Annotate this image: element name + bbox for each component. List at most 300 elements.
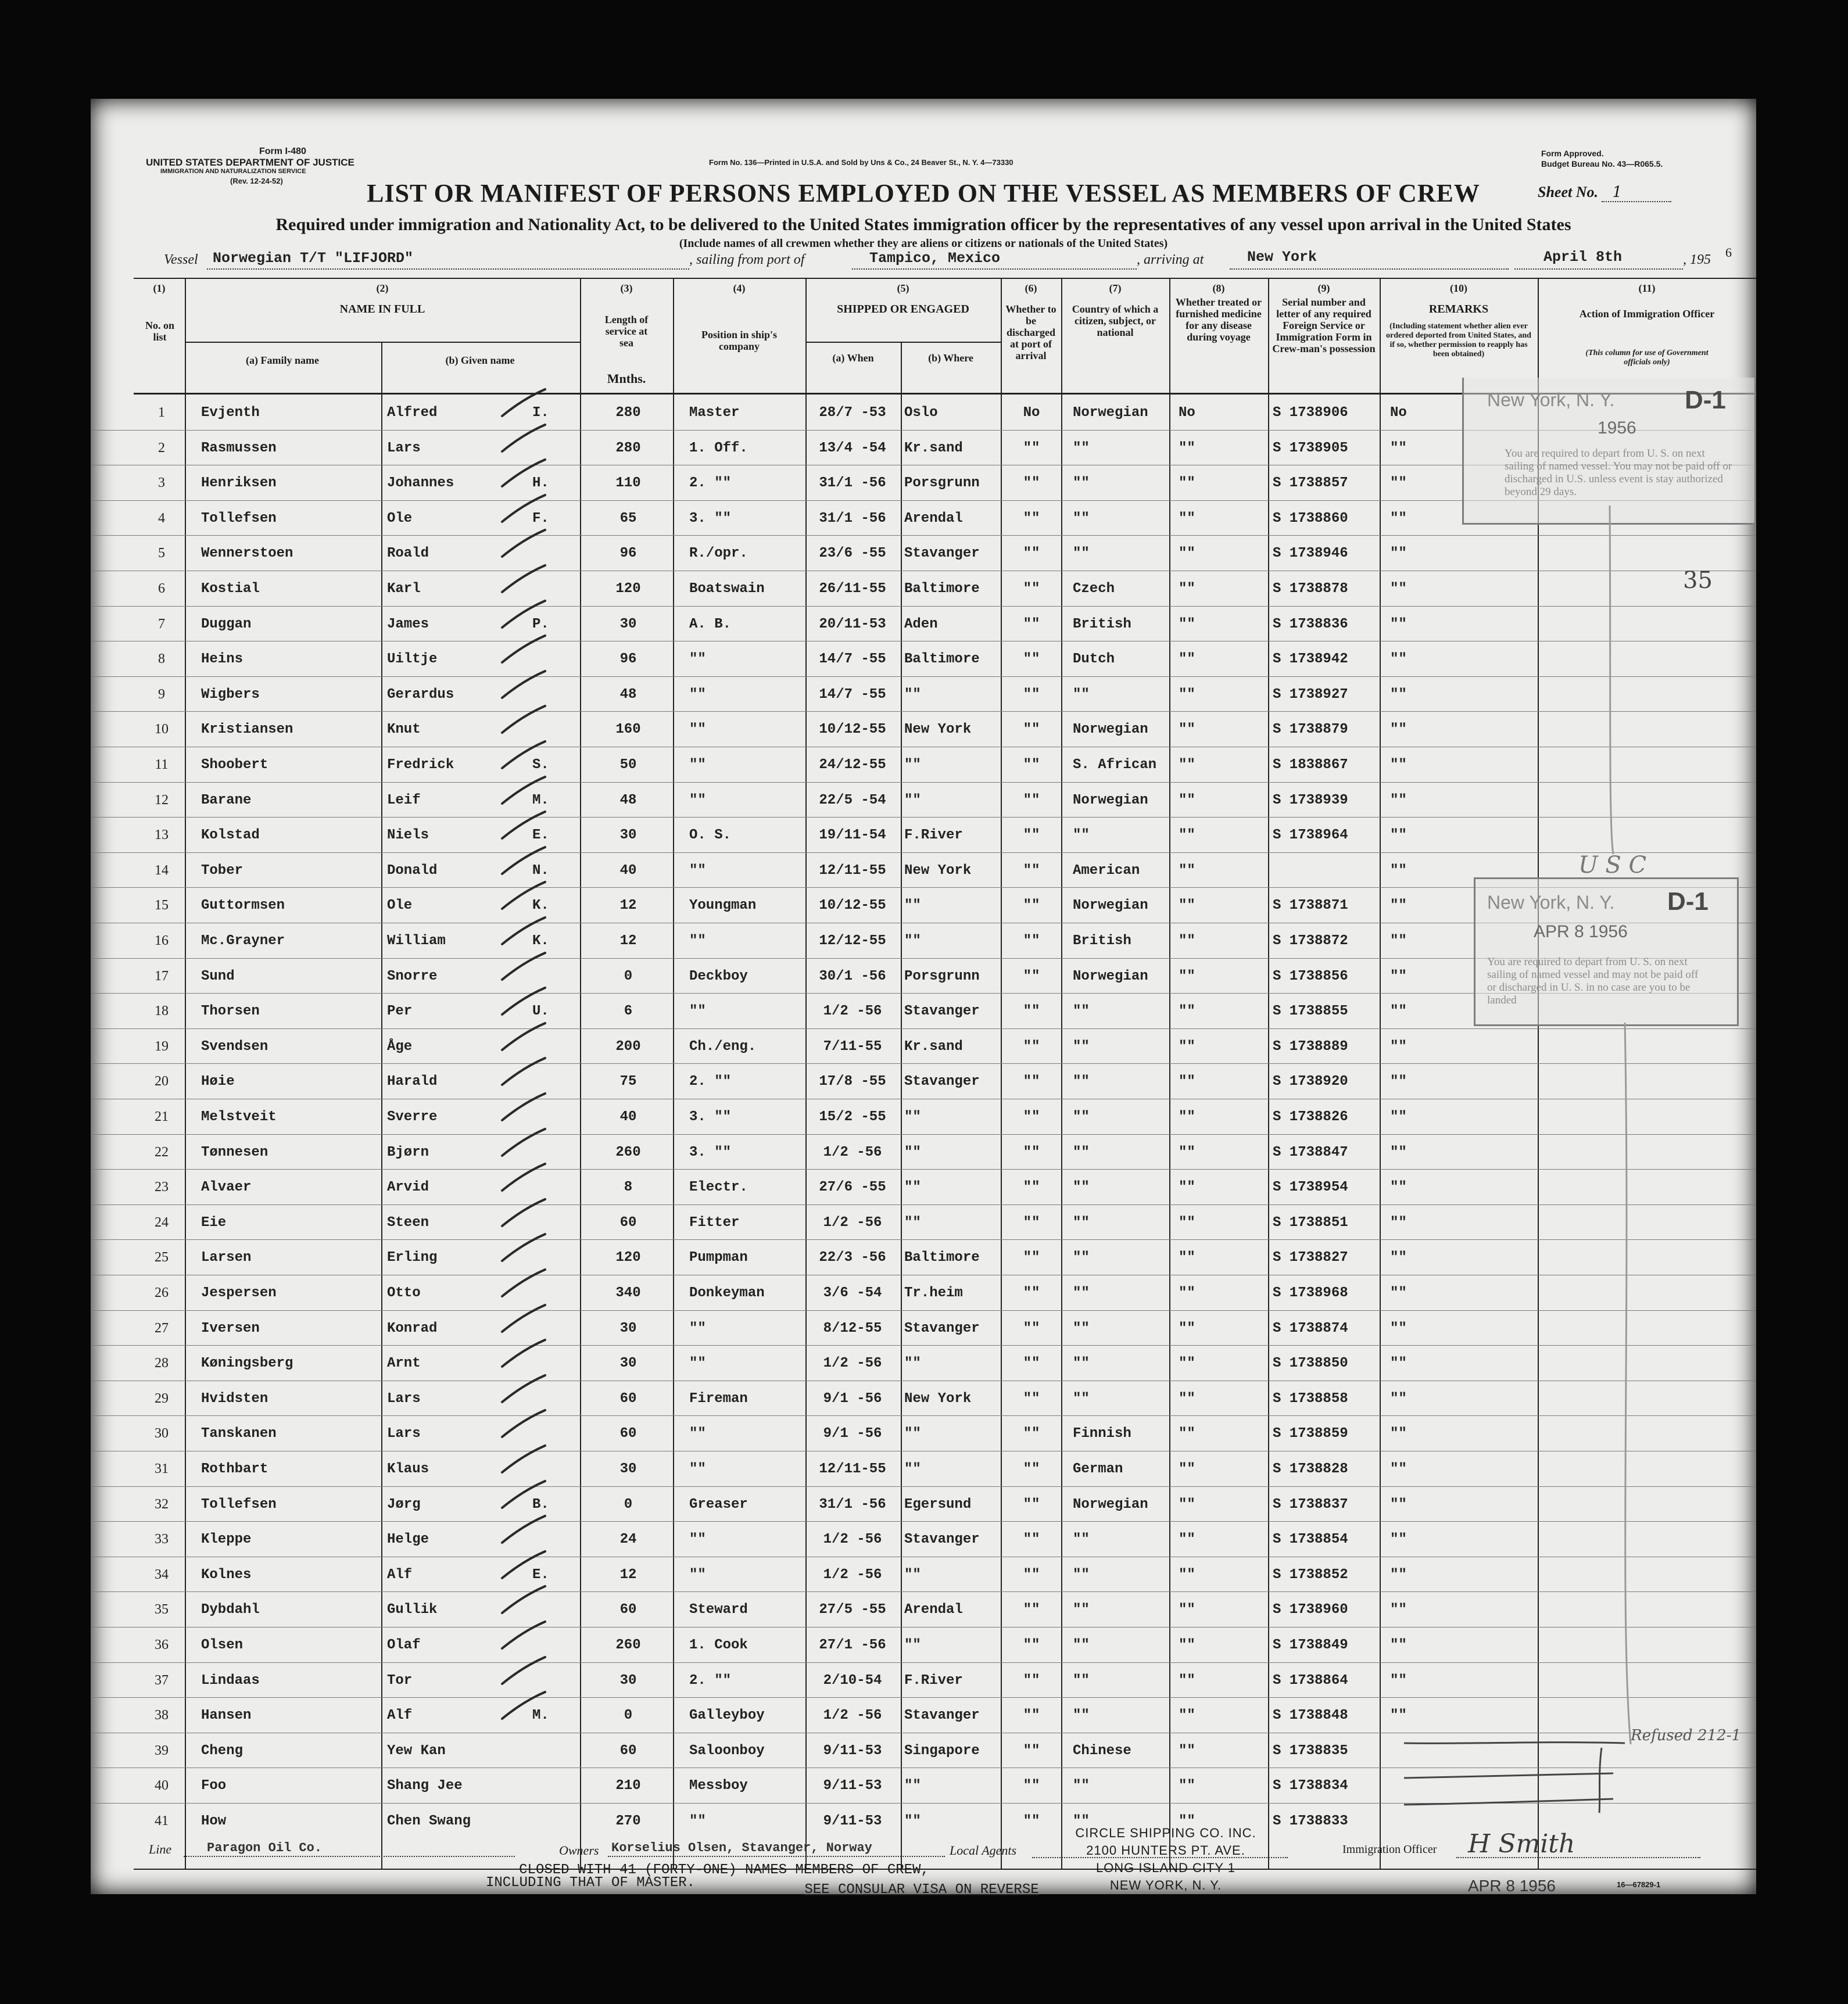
row-number-cell: 19: [155, 1038, 169, 1054]
tick-mark: [497, 1336, 550, 1371]
given-name-cell: Niels: [387, 827, 429, 844]
table-row: [91, 1522, 1756, 1557]
shipped-where-cell: "": [904, 1109, 921, 1125]
header-col10: REMARKS: [1428, 303, 1489, 316]
shipped-where-cell: New York: [904, 722, 972, 738]
service-months-cell: 30: [619, 1461, 637, 1477]
remarks-cell: "": [1390, 1461, 1407, 1477]
tick-mark: [497, 1160, 550, 1195]
table-top-border: [134, 278, 1756, 279]
remarks-cell: "": [1390, 686, 1407, 702]
country-cell: "": [1073, 440, 1090, 456]
position-cell: Master: [689, 405, 740, 421]
shipped-where-cell: Arendal: [904, 510, 963, 526]
position-cell: "": [689, 1356, 706, 1372]
shipped-where-cell: Kr.sand: [904, 1038, 963, 1055]
serial-number-cell: S 1738964: [1273, 827, 1348, 844]
tick-mark: [497, 773, 550, 808]
position-cell: R./opr.: [689, 546, 748, 562]
discharged-cell: "": [1023, 1038, 1040, 1055]
given-name-cell: Fredrick: [387, 757, 454, 773]
tick-mark: [497, 562, 550, 597]
family-name-cell: Kristiansen: [201, 722, 293, 738]
discharged-cell: "": [1023, 1461, 1040, 1477]
position-cell: "": [689, 862, 706, 879]
table-row: [91, 1487, 1756, 1522]
header-col1: No. on list: [145, 320, 174, 343]
country-cell: Finnish: [1073, 1426, 1131, 1442]
shipped-where-cell: Aden: [904, 616, 938, 632]
service-months-cell: 280: [615, 440, 641, 456]
medicine-cell: "": [1179, 792, 1195, 808]
tick-mark: [497, 492, 550, 526]
shipped-when-cell: 28/7 -53: [819, 405, 886, 421]
row-number-cell: 21: [155, 1109, 169, 1124]
tick-mark: [497, 1231, 550, 1266]
medicine-cell: "": [1179, 686, 1195, 702]
country-cell: British: [1073, 616, 1131, 632]
position-cell: O. S.: [689, 827, 732, 844]
stamp-city: New York, N. Y.: [1487, 389, 1615, 410]
table-row: [91, 1768, 1756, 1804]
discharged-cell: "": [1023, 1356, 1040, 1372]
country-cell: "": [1073, 1390, 1090, 1407]
remarks-cell: "": [1390, 1144, 1407, 1160]
position-cell: 3. "": [689, 1144, 732, 1160]
remarks-cell: "": [1390, 1180, 1407, 1196]
serial-number-cell: S 1738835: [1273, 1743, 1348, 1759]
shipped-when-cell: 10/12-55: [819, 722, 886, 738]
country-cell: "": [1073, 1672, 1090, 1688]
position-cell: 3. "": [689, 1109, 732, 1125]
service-months-cell: 0: [624, 1496, 633, 1512]
shipped-when-cell: 1/2 -56: [823, 1532, 882, 1548]
country-cell: "": [1073, 1144, 1090, 1160]
tick-mark: [497, 1442, 550, 1477]
country-cell: "": [1073, 1813, 1090, 1829]
shipped-when-cell: 17/8 -55: [819, 1074, 886, 1090]
discharged-cell: "": [1023, 475, 1040, 492]
discharged-cell: "": [1023, 1320, 1040, 1336]
tick-mark: [497, 1266, 550, 1301]
discharged-cell: "": [1023, 616, 1040, 632]
position-cell: Galleyboy: [689, 1708, 765, 1724]
stamp-code: D-1: [1667, 887, 1709, 916]
discharged-cell: "": [1023, 862, 1040, 879]
row-number-cell: 16: [155, 933, 169, 948]
stamp-date: 1956: [1598, 418, 1636, 438]
tick-mark: [497, 1125, 550, 1160]
service-months-cell: 40: [619, 1109, 637, 1125]
country-cell: Dutch: [1073, 651, 1115, 668]
family-name-cell: Hvidsten: [201, 1390, 268, 1407]
given-name-cell: Lars: [387, 440, 421, 456]
discharged-cell: "": [1023, 968, 1040, 984]
stamp-text: You are required to depart from U. S. on next sailing of named vessel. You may not be paid off or discharged in U.S. unless event is stay authorized beyond 29 days.: [1505, 447, 1732, 498]
country-cell: "": [1073, 1214, 1090, 1231]
medicine-cell: "": [1179, 1074, 1195, 1090]
shipped-where-cell: Arendal: [904, 1602, 963, 1618]
shipped-when-cell: 9/11-53: [823, 1813, 882, 1829]
serial-number-cell: S 1738854: [1273, 1532, 1348, 1548]
discharged-cell: "": [1023, 1566, 1040, 1583]
shipped-when-cell: 31/1 -56: [819, 475, 886, 492]
discharged-cell: "": [1023, 1708, 1040, 1724]
header-col5: SHIPPED OR ENGAGED: [837, 303, 969, 316]
immigration-stamp: [1462, 378, 1756, 525]
service-months-cell: 6: [624, 1003, 633, 1020]
given-name-cell: Karl: [387, 581, 421, 597]
row-number-cell: 25: [155, 1250, 169, 1266]
table-row: [91, 1064, 1756, 1099]
shipped-where-cell: "": [904, 686, 921, 702]
service-months-cell: 12: [619, 1566, 637, 1583]
row-number-cell: 9: [158, 686, 165, 702]
discharged-cell: "": [1023, 1813, 1040, 1829]
position-cell: "": [689, 1320, 706, 1336]
row-number-cell: 14: [155, 862, 169, 878]
vessel-name: Norwegian T/T "LIFJORD": [213, 250, 414, 267]
service-months-cell: 30: [619, 1320, 637, 1336]
serial-number-cell: S 1738847: [1273, 1144, 1348, 1160]
table-row: [91, 1592, 1756, 1627]
form-number: Form I-480: [259, 146, 306, 156]
row-number-cell: 10: [155, 722, 169, 737]
tick-mark: [497, 1618, 550, 1653]
shipped-when-cell: 31/1 -56: [819, 1496, 886, 1512]
row-number-cell: 8: [158, 651, 165, 667]
row-number-cell: 35: [155, 1602, 169, 1618]
closing-statement-1: CLOSED WITH 41 (FORTY-ONE) NAMES MEMBERS OF CREW,: [519, 1862, 929, 1878]
row-number-cell: 36: [155, 1637, 169, 1652]
family-name-cell: Henriksen: [201, 475, 277, 492]
medicine-cell: "": [1179, 1426, 1195, 1442]
tick-mark: [497, 1090, 550, 1125]
medicine-cell: "": [1179, 1708, 1195, 1724]
given-name-cell: Gerardus: [387, 686, 454, 702]
form-approved: Form Approved.: [1541, 149, 1604, 158]
serial-number-cell: S 1738859: [1273, 1426, 1348, 1442]
given-name-cell: Donald: [387, 862, 438, 879]
service-months-cell: 60: [619, 1743, 637, 1759]
header-col10-note: (Including statement whether alien ever ordered deported from United States, and if so, whether permission to reapply has been obtained): [1386, 322, 1531, 359]
shipped-where-cell: F.River: [904, 827, 963, 844]
row-number-cell: 3: [158, 475, 165, 491]
discharged-cell: "": [1023, 581, 1040, 597]
given-name-cell: Chen Swang: [387, 1813, 471, 1829]
service-months-cell: 280: [615, 405, 641, 421]
table-row: [91, 1557, 1756, 1593]
given-name-cell: Bjørn: [387, 1144, 429, 1160]
given-name-cell: Snorre: [387, 968, 438, 984]
row-number-cell: 41: [155, 1813, 169, 1829]
position-cell: "": [689, 1532, 706, 1548]
service-months-cell: 96: [619, 651, 637, 668]
given-name-cell: Shang Jee: [387, 1778, 463, 1794]
row-number-cell: 11: [155, 757, 169, 772]
country-cell: "": [1073, 1003, 1090, 1020]
remarks-cell: "": [1390, 1637, 1407, 1653]
country-cell: "": [1073, 1038, 1090, 1055]
year-suffix: 6: [1725, 245, 1732, 260]
country-cell: "": [1073, 1778, 1090, 1794]
owners-name: Korselius Olsen, Stavanger, Norway: [611, 1841, 872, 1855]
tick-mark: [497, 1055, 550, 1089]
discharged-cell: "": [1023, 757, 1040, 773]
row-number-cell: 37: [155, 1672, 169, 1688]
row-number-cell: 40: [155, 1778, 169, 1794]
position-cell: "": [689, 1003, 706, 1020]
service-months-cell: 340: [615, 1285, 641, 1301]
tick-mark: [497, 844, 550, 879]
serial-number-cell: S 1738849: [1273, 1637, 1348, 1653]
tick-mark: [497, 386, 550, 421]
given-name-cell: Alf: [387, 1708, 413, 1724]
shipped-where-cell: Singapore: [904, 1743, 980, 1759]
header-col9: Serial number and letter of any required Foreign Service or Immigration Form in Crew-man's possession: [1272, 296, 1376, 354]
medicine-cell: "": [1179, 1532, 1195, 1548]
table-row: [91, 536, 1756, 571]
country-cell: American: [1073, 862, 1140, 879]
row-number-cell: 15: [155, 898, 169, 913]
family-name-cell: Larsen: [201, 1250, 252, 1266]
header-col5-num: (5): [897, 282, 909, 294]
tick-mark: [497, 1583, 550, 1618]
table-row: [91, 1135, 1756, 1170]
line-name: Paragon Oil Co.: [207, 1841, 323, 1855]
given-name-cell: Åge: [387, 1038, 413, 1055]
given-name-cell: Ole: [387, 898, 413, 914]
shipped-when-cell: 24/12-55: [819, 757, 886, 773]
remarks-cell: "": [1390, 968, 1407, 984]
closing-statement-2: INCLUDING THAT OF MASTER.: [485, 1875, 696, 1891]
medicine-cell: "": [1179, 1320, 1195, 1336]
shipped-where-cell: "": [904, 1356, 921, 1372]
name-subheader-line: [185, 342, 580, 343]
serial-number-cell: S 1738968: [1273, 1285, 1348, 1301]
service-months-cell: 30: [619, 1356, 637, 1372]
position-cell: Fireman: [689, 1390, 748, 1407]
service-months-cell: 24: [619, 1532, 637, 1548]
serial-number-cell: S 1738855: [1273, 1003, 1348, 1020]
family-name-cell: How: [201, 1813, 227, 1829]
margin-usc: U S C: [1578, 852, 1647, 879]
country-cell: "": [1073, 1356, 1090, 1372]
family-name-cell: Tollefsen: [201, 1496, 277, 1512]
service-months-cell: 12: [619, 933, 637, 949]
discharged-cell: "": [1023, 546, 1040, 562]
service-months-cell: 48: [619, 686, 637, 702]
tick-mark: [497, 597, 550, 632]
immigration-stamp: [1474, 877, 1739, 1026]
table-row: [91, 1205, 1756, 1241]
medicine-cell: "": [1179, 898, 1195, 914]
remarks-cell: "": [1390, 440, 1407, 456]
given-name-cell: Alf: [387, 1566, 413, 1583]
position-cell: 2. "": [689, 475, 732, 492]
department-name: UNITED STATES DEPARTMENT OF JUSTICE: [146, 157, 354, 168]
tick-mark: [497, 1407, 550, 1442]
line-underline: [184, 1856, 515, 1857]
family-name-cell: Olsen: [201, 1637, 243, 1653]
tick-mark: [497, 1196, 550, 1231]
shipped-when-cell: 19/11-54: [819, 827, 886, 844]
given-name-cell: Otto: [387, 1285, 421, 1301]
position-cell: "": [689, 651, 706, 668]
country-cell: Norwegian: [1073, 722, 1148, 738]
serial-number-cell: S 1738837: [1273, 1496, 1348, 1512]
medicine-cell: "": [1179, 968, 1195, 984]
given-name-cell: Johannes: [387, 475, 454, 492]
header-col2-num: (2): [376, 282, 389, 294]
service-months-cell: 120: [615, 1250, 641, 1266]
position-cell: Electr.: [689, 1180, 748, 1196]
serial-number-cell: S 1738946: [1273, 546, 1348, 562]
row-number-cell: 12: [155, 792, 169, 808]
manifest-subtitle: Required under immigration and Nationality Act, to be delivered to the United States immigration officer by the representatives of any vessel upon arrival in the United States: [275, 215, 1571, 234]
tick-mark: [497, 1478, 550, 1512]
shipped-where-cell: Stavanger: [904, 1003, 980, 1020]
shipped-where-cell: "": [904, 792, 921, 808]
discharged-cell: "": [1023, 1285, 1040, 1301]
row-number-cell: 1: [158, 405, 165, 420]
shipped-where-cell: "": [904, 1214, 921, 1231]
service-months-cell: 12: [619, 898, 637, 914]
given-name-cell: Arvid: [387, 1180, 429, 1196]
officer-signature: H Smith: [1468, 1829, 1575, 1859]
serial-number-cell: S 1738858: [1273, 1390, 1348, 1407]
tick-mark: [497, 1512, 550, 1547]
medicine-cell: "": [1179, 616, 1195, 632]
country-cell: Chinese: [1073, 1743, 1131, 1759]
remarks-cell: "": [1390, 1320, 1407, 1336]
tick-mark: [497, 702, 550, 737]
country-cell: "": [1073, 1180, 1090, 1196]
family-name-cell: Thorsen: [201, 1003, 260, 1020]
remarks-cell: "": [1390, 1109, 1407, 1125]
service-months-cell: 30: [619, 827, 637, 844]
manifest-subnote: (Include names of all crewmen whether they are aliens or citizens or nationals of the United States): [679, 237, 1168, 250]
discharged-cell: "": [1023, 1778, 1040, 1794]
middle-initial-cell: M.: [532, 1708, 549, 1724]
country-cell: "": [1073, 1566, 1090, 1583]
middle-initial-cell: E.: [532, 1566, 549, 1583]
local-agent-city: LONG ISLAND CITY 1: [1095, 1860, 1236, 1875]
owners-label: Owners: [559, 1843, 599, 1858]
position-cell: Messboy: [689, 1778, 748, 1794]
serial-number-cell: S 1738889: [1273, 1038, 1348, 1055]
tick-mark: [497, 1548, 550, 1583]
shipped-when-cell: 14/7 -55: [819, 686, 886, 702]
header-col9-num: (9): [1317, 282, 1330, 294]
serial-number-cell: S 1738856: [1273, 968, 1348, 984]
remarks-cell: "": [1390, 898, 1407, 914]
service-months-cell: 260: [615, 1637, 641, 1653]
middle-initial-cell: N.: [532, 862, 549, 879]
family-name-cell: Iversen: [201, 1320, 260, 1336]
shipped-when-cell: 8/12-55: [823, 1320, 882, 1336]
tick-mark: [497, 1020, 550, 1055]
given-name-cell: Jørg: [387, 1496, 421, 1512]
remarks-cell: "": [1390, 475, 1407, 492]
remarks-cell: "": [1390, 1214, 1407, 1231]
shipped-when-cell: 7/11-55: [823, 1038, 882, 1055]
discharged-cell: "": [1023, 1602, 1040, 1618]
serial-number-cell: S 1738960: [1273, 1602, 1348, 1618]
remarks-cell: "": [1390, 933, 1407, 949]
shipped-when-cell: 22/3 -56: [819, 1250, 886, 1266]
shipped-when-cell: 9/11-53: [823, 1778, 882, 1794]
shipped-where-cell: "": [904, 757, 921, 773]
position-cell: 2. "": [689, 1074, 732, 1090]
header-col2a: (a) Family name: [246, 354, 319, 366]
position-cell: A. B.: [689, 616, 732, 632]
given-name-cell: Harald: [387, 1074, 438, 1090]
shipped-where-cell: "": [904, 933, 921, 949]
header-col2b: (b) Given name: [445, 354, 515, 366]
table-row: [91, 641, 1756, 677]
medicine-cell: "": [1179, 1038, 1195, 1055]
remarks-cell: "": [1390, 757, 1407, 773]
shipped-where-cell: "": [904, 898, 921, 914]
family-name-cell: Tanskanen: [201, 1426, 277, 1442]
medicine-cell: "": [1179, 1743, 1195, 1759]
position-cell: Deckboy: [689, 968, 748, 984]
given-name-cell: Sverre: [387, 1109, 438, 1125]
medicine-cell: "": [1179, 1461, 1195, 1477]
family-name-cell: Jespersen: [201, 1285, 277, 1301]
remarks-cell: "": [1390, 1708, 1407, 1724]
country-cell: Norwegian: [1073, 968, 1148, 984]
medicine-cell: "": [1179, 1356, 1195, 1372]
shipped-where-cell: "": [904, 1813, 921, 1829]
country-cell: Norwegian: [1073, 1496, 1148, 1512]
country-cell: "": [1073, 546, 1090, 562]
shipped-when-cell: 9/11-53: [823, 1743, 882, 1759]
shipped-where-cell: Stavanger: [904, 1532, 980, 1548]
shipped-when-cell: 2/10-54: [823, 1672, 882, 1688]
row-number-cell: 7: [158, 616, 165, 632]
family-name-cell: Rothbart: [201, 1461, 268, 1477]
remarks-cell: "": [1390, 581, 1407, 597]
service-months-cell: 60: [619, 1214, 637, 1231]
medicine-cell: "": [1179, 1144, 1195, 1160]
medicine-cell: "": [1179, 1250, 1195, 1266]
medicine-cell: "": [1179, 1180, 1195, 1196]
given-name-cell: Helge: [387, 1532, 429, 1548]
officer-underline: [1456, 1857, 1700, 1858]
row-number-cell: 18: [155, 1003, 169, 1019]
country-cell: "": [1073, 1532, 1090, 1548]
serial-number-cell: S 1738874: [1273, 1320, 1348, 1336]
arriving-label: , arriving at: [1137, 252, 1204, 267]
shipped-when-cell: 3/6 -54: [823, 1285, 882, 1301]
medicine-cell: "": [1179, 510, 1195, 526]
shipped-when-cell: 15/2 -55: [819, 1109, 886, 1125]
serial-number-cell: S 1738851: [1273, 1214, 1348, 1231]
local-agent-name: CIRCLE SHIPPING CO. INC.: [1075, 1826, 1256, 1840]
table-row: [91, 1663, 1756, 1698]
agents-underline: [1032, 1857, 1288, 1858]
table-row: [91, 1451, 1756, 1487]
shipped-when-cell: 27/1 -56: [819, 1637, 886, 1653]
service-months-cell: 0: [624, 968, 633, 984]
service-months-cell: 8: [624, 1180, 633, 1196]
remarks-cell: "": [1390, 1356, 1407, 1372]
owners-underline: [608, 1856, 945, 1857]
shipped-where-cell: Kr.sand: [904, 440, 963, 456]
medicine-cell: "": [1179, 933, 1195, 949]
